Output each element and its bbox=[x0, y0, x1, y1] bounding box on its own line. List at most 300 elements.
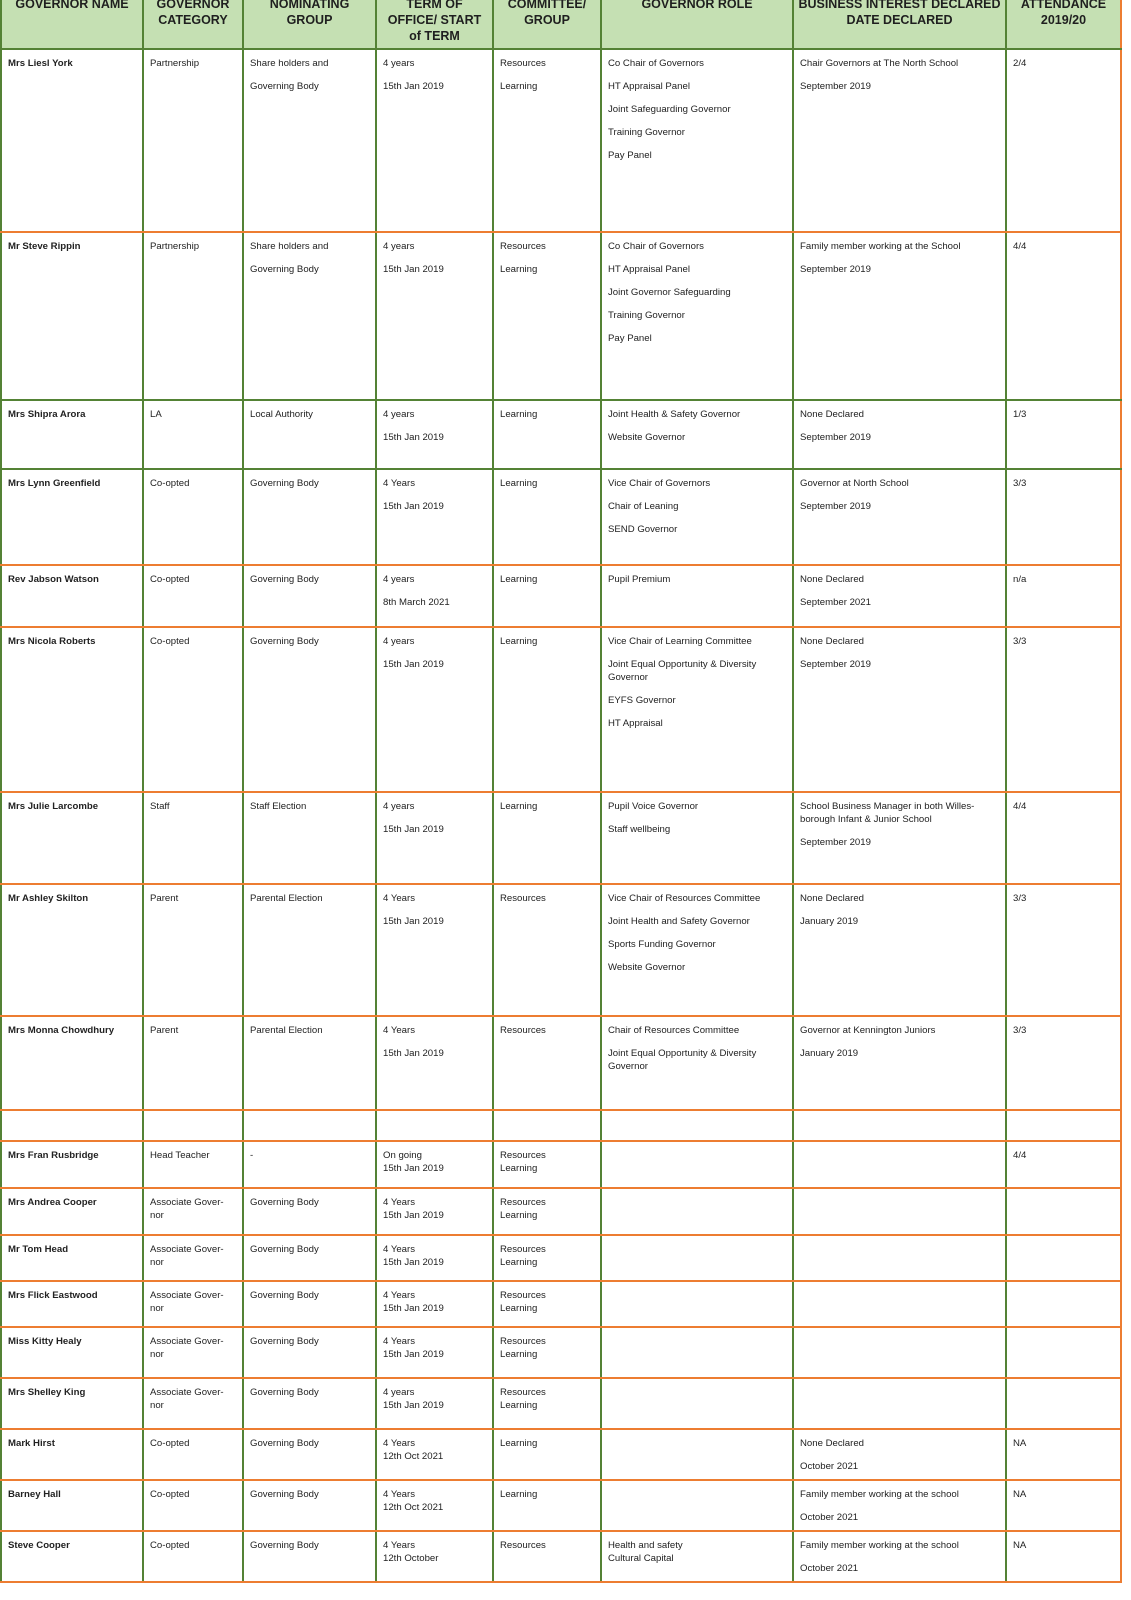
term-of-office-cell bbox=[376, 469, 493, 565]
business-interest-cell-line: January 2019 bbox=[800, 1048, 859, 1059]
governor-role-cell-line: HT Appraisal Panel bbox=[608, 264, 690, 275]
committee-cell-line: Learning bbox=[500, 1489, 538, 1500]
governor-role-cell bbox=[601, 1378, 793, 1429]
committee-cell bbox=[493, 1016, 601, 1110]
business-interest-cell-line: September 2019 bbox=[800, 264, 871, 275]
term-of-office-cell-line: 4 Years bbox=[383, 893, 416, 904]
nominating-group-cell-line: Governing Body bbox=[250, 1489, 319, 1500]
attendance-cell bbox=[1006, 1327, 1121, 1378]
nominating-group-cell-line: Governing Body bbox=[250, 81, 319, 92]
term-of-office-cell-line: 4 years bbox=[383, 58, 415, 69]
business-interest-cell bbox=[793, 1016, 1006, 1110]
governor-role-cell-line: Vice Chair of Resources Committee bbox=[608, 893, 761, 904]
governor-role-cell-line: Joint Health and Safety Governor bbox=[608, 916, 750, 927]
term-of-office-cell-line: 15th Jan 2019 bbox=[383, 1163, 444, 1174]
governor-role-cell-line: Joint Equal Opportunity & Diversity Governor bbox=[608, 1048, 757, 1072]
committee-cell bbox=[493, 1531, 601, 1582]
term-of-office-cell bbox=[376, 49, 493, 232]
business-interest-cell bbox=[793, 400, 1006, 469]
committee-cell-line: Learning bbox=[500, 1210, 538, 1221]
governor-name-cell: Mark Hirst bbox=[1, 1429, 143, 1480]
governor-category-cell: Co-opted bbox=[143, 627, 243, 792]
business-interest-cell-line: September 2019 bbox=[800, 81, 871, 92]
committee-cell-line: Learning bbox=[500, 409, 538, 420]
governor-role-cell-line: Cultural Capital bbox=[608, 1553, 674, 1564]
committee-cell-line: Learning bbox=[500, 801, 538, 812]
nominating-group-cell-line: Governing Body bbox=[250, 1540, 319, 1551]
attendance-cell bbox=[1006, 1110, 1121, 1141]
governor-category-cell bbox=[143, 1110, 243, 1141]
committee-cell-line: Resources bbox=[500, 1025, 546, 1036]
governor-role-cell bbox=[601, 792, 793, 884]
committee-cell-line: Resources bbox=[500, 893, 546, 904]
term-of-office-cell-line: 4 Years bbox=[383, 1438, 416, 1449]
committee-cell bbox=[493, 1188, 601, 1235]
table-row bbox=[1, 1281, 1121, 1327]
business-interest-cell-line: October 2021 bbox=[800, 1563, 859, 1574]
governor-category-cell: Partnership bbox=[143, 232, 243, 400]
committee-cell bbox=[493, 1378, 601, 1429]
header-nominating-group: NOMINATING GROUP bbox=[243, 0, 376, 49]
term-of-office-cell bbox=[376, 792, 493, 884]
attendance-cell: 1/3 bbox=[1006, 400, 1121, 469]
nominating-group-cell bbox=[243, 1235, 376, 1281]
nominating-group-cell-line: Governing Body bbox=[250, 1336, 319, 1347]
governor-role-cell bbox=[601, 400, 793, 469]
governor-name-cell: Mrs Liesl York bbox=[1, 49, 143, 232]
committee-cell-line: Learning bbox=[500, 81, 538, 92]
term-of-office-cell-line: 15th Jan 2019 bbox=[383, 1400, 444, 1411]
term-of-office-cell-line: 15th Jan 2019 bbox=[383, 824, 444, 835]
business-interest-cell-line: None Declared bbox=[800, 574, 864, 585]
governor-name-cell: Mrs Lynn Greenfield bbox=[1, 469, 143, 565]
term-of-office-cell-line: 15th Jan 2019 bbox=[383, 916, 444, 927]
table-row bbox=[1, 1531, 1121, 1582]
governor-role-cell bbox=[601, 1327, 793, 1378]
term-of-office-cell-line: 4 Years bbox=[383, 1489, 416, 1500]
term-of-office-cell-line: 4 Years bbox=[383, 1336, 416, 1347]
governor-role-cell-line: Joint Health & Safety Governor bbox=[608, 409, 741, 420]
governor-category-cell: Head Teacher bbox=[143, 1141, 243, 1188]
term-of-office-cell-line: 4 years bbox=[383, 636, 415, 647]
business-interest-cell bbox=[793, 792, 1006, 884]
term-of-office-cell-line: 4 years bbox=[383, 241, 415, 252]
term-of-office-cell-line: 4 years bbox=[383, 574, 415, 585]
governor-role-cell-line: Chair of Resources Committee bbox=[608, 1025, 740, 1036]
governor-category-cell: Associate Gover-nor bbox=[143, 1188, 243, 1235]
table-row bbox=[1, 884, 1121, 1016]
business-interest-cell bbox=[793, 1531, 1006, 1582]
nominating-group-cell bbox=[243, 1429, 376, 1480]
committee-cell-line: Learning bbox=[500, 1163, 538, 1174]
table-row bbox=[1, 1188, 1121, 1235]
nominating-group-cell bbox=[243, 627, 376, 792]
nominating-group-cell bbox=[243, 1110, 376, 1141]
governor-name-cell: Rev Jabson Watson bbox=[1, 565, 143, 627]
header-governor-role: GOVERNOR ROLE bbox=[601, 0, 793, 49]
governor-name-cell: Barney Hall bbox=[1, 1480, 143, 1531]
attendance-cell: 3/3 bbox=[1006, 1016, 1121, 1110]
committee-cell bbox=[493, 469, 601, 565]
business-interest-cell bbox=[793, 1188, 1006, 1235]
attendance-cell bbox=[1006, 1188, 1121, 1235]
committee-cell-line: Learning bbox=[500, 1349, 538, 1360]
governor-name-cell: Mr Steve Rippin bbox=[1, 232, 143, 400]
attendance-cell: 4/4 bbox=[1006, 1141, 1121, 1188]
term-of-office-cell-line: 4 Years bbox=[383, 1025, 416, 1036]
committee-cell-line: Resources bbox=[500, 1244, 546, 1255]
nominating-group-cell bbox=[243, 565, 376, 627]
table-row bbox=[1, 1110, 1121, 1141]
business-interest-cell-line: September 2019 bbox=[800, 837, 871, 848]
header-business-interest: BUSINESS INTEREST DECLARED DATE DECLARED bbox=[793, 0, 1006, 49]
governor-role-cell-line: Pay Panel bbox=[608, 333, 652, 344]
business-interest-cell bbox=[793, 49, 1006, 232]
governor-category-cell: Partnership bbox=[143, 49, 243, 232]
committee-cell bbox=[493, 1235, 601, 1281]
nominating-group-cell bbox=[243, 1016, 376, 1110]
table-row bbox=[1, 1480, 1121, 1531]
header-attendance: ATTENDANCE 2019/20 bbox=[1006, 0, 1121, 49]
term-of-office-cell-line: 12th October bbox=[383, 1553, 439, 1564]
governor-role-cell-line: HT Appraisal bbox=[608, 718, 663, 729]
term-of-office-cell-line: 4 Years bbox=[383, 1197, 416, 1208]
business-interest-cell-line: January 2019 bbox=[800, 916, 859, 927]
committee-cell-line: Learning bbox=[500, 636, 538, 647]
table-row bbox=[1, 1016, 1121, 1110]
governor-name-cell: Mrs Monna Chowdhury bbox=[1, 1016, 143, 1110]
governor-name-cell: Mrs Nicola Roberts bbox=[1, 627, 143, 792]
governor-role-cell-line: SEND Governor bbox=[608, 524, 678, 535]
term-of-office-cell-line: 15th Jan 2019 bbox=[383, 432, 444, 443]
term-of-office-cell-line: 4 Years bbox=[383, 478, 416, 489]
term-of-office-cell-line: 15th Jan 2019 bbox=[383, 264, 444, 275]
term-of-office-cell bbox=[376, 1281, 493, 1327]
term-of-office-cell bbox=[376, 884, 493, 1016]
nominating-group-cell-line: - bbox=[250, 1150, 254, 1161]
committee-cell bbox=[493, 400, 601, 469]
committee-cell-line: Learning bbox=[500, 264, 538, 275]
attendance-cell: NA bbox=[1006, 1531, 1121, 1582]
business-interest-cell-line: Governor at North School bbox=[800, 478, 909, 489]
table-row bbox=[1, 1141, 1121, 1188]
governor-category-cell: Associate Gover-nor bbox=[143, 1327, 243, 1378]
attendance-cell: 3/3 bbox=[1006, 627, 1121, 792]
governor-role-cell bbox=[601, 232, 793, 400]
committee-cell bbox=[493, 232, 601, 400]
nominating-group-cell bbox=[243, 469, 376, 565]
governor-role-cell bbox=[601, 1188, 793, 1235]
governor-name-cell: Steve Cooper bbox=[1, 1531, 143, 1582]
business-interest-cell-line: September 2021 bbox=[800, 597, 871, 608]
governor-role-cell-line: Pupil Voice Governor bbox=[608, 801, 699, 812]
business-interest-cell-line: September 2019 bbox=[800, 501, 871, 512]
term-of-office-cell bbox=[376, 1429, 493, 1480]
committee-cell-line: Learning bbox=[500, 1438, 538, 1449]
table-row bbox=[1, 469, 1121, 565]
nominating-group-cell bbox=[243, 232, 376, 400]
business-interest-cell-line: September 2019 bbox=[800, 432, 871, 443]
table-row bbox=[1, 49, 1121, 232]
governor-role-cell-line: Joint Equal Opportunity & Diversity Governor bbox=[608, 659, 757, 683]
table-row bbox=[1, 792, 1121, 884]
business-interest-cell-line: Governor at Kennington Juniors bbox=[800, 1025, 936, 1036]
nominating-group-cell bbox=[243, 884, 376, 1016]
header-committee-group: COMMITTEE/ GROUP bbox=[493, 0, 601, 49]
attendance-cell bbox=[1006, 1378, 1121, 1429]
term-of-office-cell bbox=[376, 232, 493, 400]
business-interest-cell bbox=[793, 1235, 1006, 1281]
governor-role-cell-line: Sports Funding Governor bbox=[608, 939, 716, 950]
committee-cell-line: Resources bbox=[500, 1336, 546, 1347]
business-interest-cell bbox=[793, 884, 1006, 1016]
nominating-group-cell bbox=[243, 1327, 376, 1378]
governor-role-cell-line: Co Chair of Governors bbox=[608, 58, 704, 69]
business-interest-cell-line: Family member working at the School bbox=[800, 241, 961, 252]
governor-role-cell-line: Health and safety bbox=[608, 1540, 683, 1551]
governor-name-cell bbox=[1, 1110, 143, 1141]
committee-cell-line: Resources bbox=[500, 58, 546, 69]
nominating-group-cell-line: Governing Body bbox=[250, 1290, 319, 1301]
governor-name-cell: Mr Ashley Skilton bbox=[1, 884, 143, 1016]
governor-category-cell: Co-opted bbox=[143, 469, 243, 565]
governor-category-cell: Co-opted bbox=[143, 1480, 243, 1531]
term-of-office-cell-line: 15th Jan 2019 bbox=[383, 1303, 444, 1314]
governor-name-cell: Mrs Julie Larcombe bbox=[1, 792, 143, 884]
governor-role-cell bbox=[601, 1531, 793, 1582]
governor-role-cell-line: Joint Safeguarding Governor bbox=[608, 104, 731, 115]
governor-role-cell bbox=[601, 1016, 793, 1110]
governor-role-cell bbox=[601, 49, 793, 232]
governor-role-cell-line: Co Chair of Governors bbox=[608, 241, 704, 252]
nominating-group-cell-line: Parental Election bbox=[250, 893, 323, 904]
nominating-group-cell-line: Parental Election bbox=[250, 1025, 323, 1036]
governor-name-cell: Mrs Andrea Cooper bbox=[1, 1188, 143, 1235]
attendance-cell: NA bbox=[1006, 1429, 1121, 1480]
committee-cell bbox=[493, 1141, 601, 1188]
committee-cell-line: Resources bbox=[500, 1290, 546, 1301]
nominating-group-cell-line: Share holders and bbox=[250, 241, 329, 252]
governor-name-cell: Miss Kitty Healy bbox=[1, 1327, 143, 1378]
governor-category-cell: Co-opted bbox=[143, 565, 243, 627]
governor-role-cell bbox=[601, 1281, 793, 1327]
governor-category-cell: Co-opted bbox=[143, 1429, 243, 1480]
governor-role-cell bbox=[601, 884, 793, 1016]
nominating-group-cell-line: Governing Body bbox=[250, 1197, 319, 1208]
governor-role-cell bbox=[601, 1141, 793, 1188]
governor-role-cell-line: Vice Chair of Governors bbox=[608, 478, 711, 489]
committee-cell bbox=[493, 49, 601, 232]
term-of-office-cell-line: 15th Jan 2019 bbox=[383, 1210, 444, 1221]
term-of-office-cell bbox=[376, 1141, 493, 1188]
nominating-group-cell-line: Governing Body bbox=[250, 1244, 319, 1255]
term-of-office-cell bbox=[376, 627, 493, 792]
attendance-cell: 4/4 bbox=[1006, 232, 1121, 400]
governor-category-cell: Associate Gover-nor bbox=[143, 1235, 243, 1281]
table-row bbox=[1, 1429, 1121, 1480]
committee-cell-line: Resources bbox=[500, 1387, 546, 1398]
table-row bbox=[1, 232, 1121, 400]
term-of-office-cell-line: 12th Oct 2021 bbox=[383, 1502, 444, 1513]
table-row bbox=[1, 627, 1121, 792]
nominating-group-cell-line: Governing Body bbox=[250, 636, 319, 647]
business-interest-cell-line: Chair Governors at The North School bbox=[800, 58, 959, 69]
governor-role-cell-line: Staff wellbeing bbox=[608, 824, 671, 835]
nominating-group-cell bbox=[243, 1141, 376, 1188]
business-interest-cell-line: October 2021 bbox=[800, 1512, 859, 1523]
committee-cell bbox=[493, 627, 601, 792]
committee-cell-line: Learning bbox=[500, 1257, 538, 1268]
header-row bbox=[1, 0, 1121, 49]
business-interest-cell bbox=[793, 1429, 1006, 1480]
governor-role-cell-line: Joint Governor Safeguarding bbox=[608, 287, 731, 298]
attendance-cell: NA bbox=[1006, 1480, 1121, 1531]
governor-name-cell: Mrs Fran Rusbridge bbox=[1, 1141, 143, 1188]
table-row bbox=[1, 400, 1121, 469]
nominating-group-cell bbox=[243, 1531, 376, 1582]
header-governor-category: GOVERNOR CATEGORY bbox=[143, 0, 243, 49]
governor-role-cell bbox=[601, 627, 793, 792]
term-of-office-cell bbox=[376, 400, 493, 469]
term-of-office-cell-line: 4 Years bbox=[383, 1290, 416, 1301]
governor-name-cell: Mrs Shelley King bbox=[1, 1378, 143, 1429]
attendance-cell bbox=[1006, 1235, 1121, 1281]
governor-role-cell-line: Pay Panel bbox=[608, 150, 652, 161]
governor-role-cell-line: HT Appraisal Panel bbox=[608, 81, 690, 92]
term-of-office-cell bbox=[376, 1531, 493, 1582]
business-interest-cell-line: None Declared bbox=[800, 1438, 864, 1449]
governor-name-cell: Mrs Flick Eastwood bbox=[1, 1281, 143, 1327]
nominating-group-cell-line: Share holders and bbox=[250, 58, 329, 69]
governor-category-cell: Associate Gover-nor bbox=[143, 1378, 243, 1429]
term-of-office-cell bbox=[376, 1110, 493, 1141]
governor-role-cell bbox=[601, 565, 793, 627]
attendance-cell: 4/4 bbox=[1006, 792, 1121, 884]
term-of-office-cell-line: 8th March 2021 bbox=[383, 597, 450, 608]
business-interest-cell-line: September 2019 bbox=[800, 659, 871, 670]
business-interest-cell-line: Family member working at the school bbox=[800, 1540, 959, 1551]
committee-cell bbox=[493, 1327, 601, 1378]
term-of-office-cell-line: 15th Jan 2019 bbox=[383, 1048, 444, 1059]
business-interest-cell bbox=[793, 1110, 1006, 1141]
business-interest-cell-line: None Declared bbox=[800, 409, 864, 420]
term-of-office-cell-line: 15th Jan 2019 bbox=[383, 81, 444, 92]
term-of-office-cell-line: On going bbox=[383, 1150, 422, 1161]
term-of-office-cell bbox=[376, 1016, 493, 1110]
governor-role-cell bbox=[601, 1235, 793, 1281]
governor-role-cell bbox=[601, 1480, 793, 1531]
business-interest-cell bbox=[793, 1378, 1006, 1429]
term-of-office-cell bbox=[376, 1480, 493, 1531]
committee-cell-line: Resources bbox=[500, 241, 546, 252]
committee-cell-line: Resources bbox=[500, 1150, 546, 1161]
table-row bbox=[1, 1327, 1121, 1378]
header-governor-name: GOVERNOR NAME bbox=[1, 0, 143, 49]
business-interest-cell-line: School Business Manager in both Willes-borough Infant & Junior School bbox=[800, 801, 975, 825]
committee-cell-line: Learning bbox=[500, 574, 538, 585]
governor-role-cell bbox=[601, 469, 793, 565]
nominating-group-cell bbox=[243, 49, 376, 232]
attendance-cell: 3/3 bbox=[1006, 884, 1121, 1016]
governor-role-cell-line: Vice Chair of Learning Committee bbox=[608, 636, 752, 647]
attendance-cell bbox=[1006, 1281, 1121, 1327]
term-of-office-cell bbox=[376, 1327, 493, 1378]
governor-category-cell: Associate Gover-nor bbox=[143, 1281, 243, 1327]
nominating-group-cell-line: Governing Body bbox=[250, 1438, 319, 1449]
governor-role-cell-line: Training Governor bbox=[608, 127, 685, 138]
business-interest-cell bbox=[793, 469, 1006, 565]
term-of-office-cell bbox=[376, 1188, 493, 1235]
term-of-office-cell-line: 15th Jan 2019 bbox=[383, 1257, 444, 1268]
nominating-group-cell bbox=[243, 1378, 376, 1429]
business-interest-cell-line: None Declared bbox=[800, 893, 864, 904]
committee-cell-line: Resources bbox=[500, 1540, 546, 1551]
committee-cell bbox=[493, 792, 601, 884]
committee-cell bbox=[493, 565, 601, 627]
term-of-office-cell-line: 4 Years bbox=[383, 1244, 416, 1255]
term-of-office-cell-line: 4 years bbox=[383, 1387, 415, 1398]
governor-category-cell: Co-opted bbox=[143, 1531, 243, 1582]
term-of-office-cell bbox=[376, 1235, 493, 1281]
term-of-office-cell bbox=[376, 565, 493, 627]
attendance-cell: n/a bbox=[1006, 565, 1121, 627]
nominating-group-cell bbox=[243, 792, 376, 884]
business-interest-cell-line: Family member working at the school bbox=[800, 1489, 959, 1500]
business-interest-cell bbox=[793, 1327, 1006, 1378]
governor-category-cell: Staff bbox=[143, 792, 243, 884]
governor-role-cell bbox=[601, 1110, 793, 1141]
header-term-of-office: TERM OF OFFICE/ START of TERM bbox=[376, 0, 493, 49]
committee-cell-line: Learning bbox=[500, 1303, 538, 1314]
committee-cell-line: Learning bbox=[500, 1400, 538, 1411]
term-of-office-cell-line: 4 years bbox=[383, 409, 415, 420]
governor-role-cell bbox=[601, 1429, 793, 1480]
governor-role-cell-line: Chair of Leaning bbox=[608, 501, 679, 512]
attendance-cell: 3/3 bbox=[1006, 469, 1121, 565]
term-of-office-cell-line: 15th Jan 2019 bbox=[383, 501, 444, 512]
nominating-group-cell bbox=[243, 1188, 376, 1235]
business-interest-cell-line: None Declared bbox=[800, 636, 864, 647]
nominating-group-cell-line: Governing Body bbox=[250, 1387, 319, 1398]
business-interest-cell bbox=[793, 1141, 1006, 1188]
table-row bbox=[1, 1378, 1121, 1429]
term-of-office-cell-line: 15th Jan 2019 bbox=[383, 1349, 444, 1360]
committee-cell bbox=[493, 1429, 601, 1480]
nominating-group-cell-line: Governing Body bbox=[250, 574, 319, 585]
business-interest-cell-line: October 2021 bbox=[800, 1461, 859, 1472]
governor-role-cell-line: Training Governor bbox=[608, 310, 685, 321]
governor-name-cell: Mrs Shipra Arora bbox=[1, 400, 143, 469]
committee-cell bbox=[493, 1480, 601, 1531]
committee-cell bbox=[493, 1110, 601, 1141]
term-of-office-cell-line: 12th Oct 2021 bbox=[383, 1451, 444, 1462]
committee-cell-line: Resources bbox=[500, 1197, 546, 1208]
committee-cell bbox=[493, 1281, 601, 1327]
term-of-office-cell bbox=[376, 1378, 493, 1429]
committee-cell bbox=[493, 884, 601, 1016]
governor-category-cell: Parent bbox=[143, 884, 243, 1016]
term-of-office-cell-line: 4 Years bbox=[383, 1540, 416, 1551]
business-interest-cell bbox=[793, 565, 1006, 627]
term-of-office-cell-line: 15th Jan 2019 bbox=[383, 659, 444, 670]
table-row bbox=[1, 1235, 1121, 1281]
business-interest-cell bbox=[793, 232, 1006, 400]
nominating-group-cell bbox=[243, 1281, 376, 1327]
committee-cell-line: Learning bbox=[500, 478, 538, 489]
governor-role-cell-line: Website Governor bbox=[608, 962, 686, 973]
business-interest-cell bbox=[793, 1480, 1006, 1531]
nominating-group-cell-line: Local Authority bbox=[250, 409, 313, 420]
